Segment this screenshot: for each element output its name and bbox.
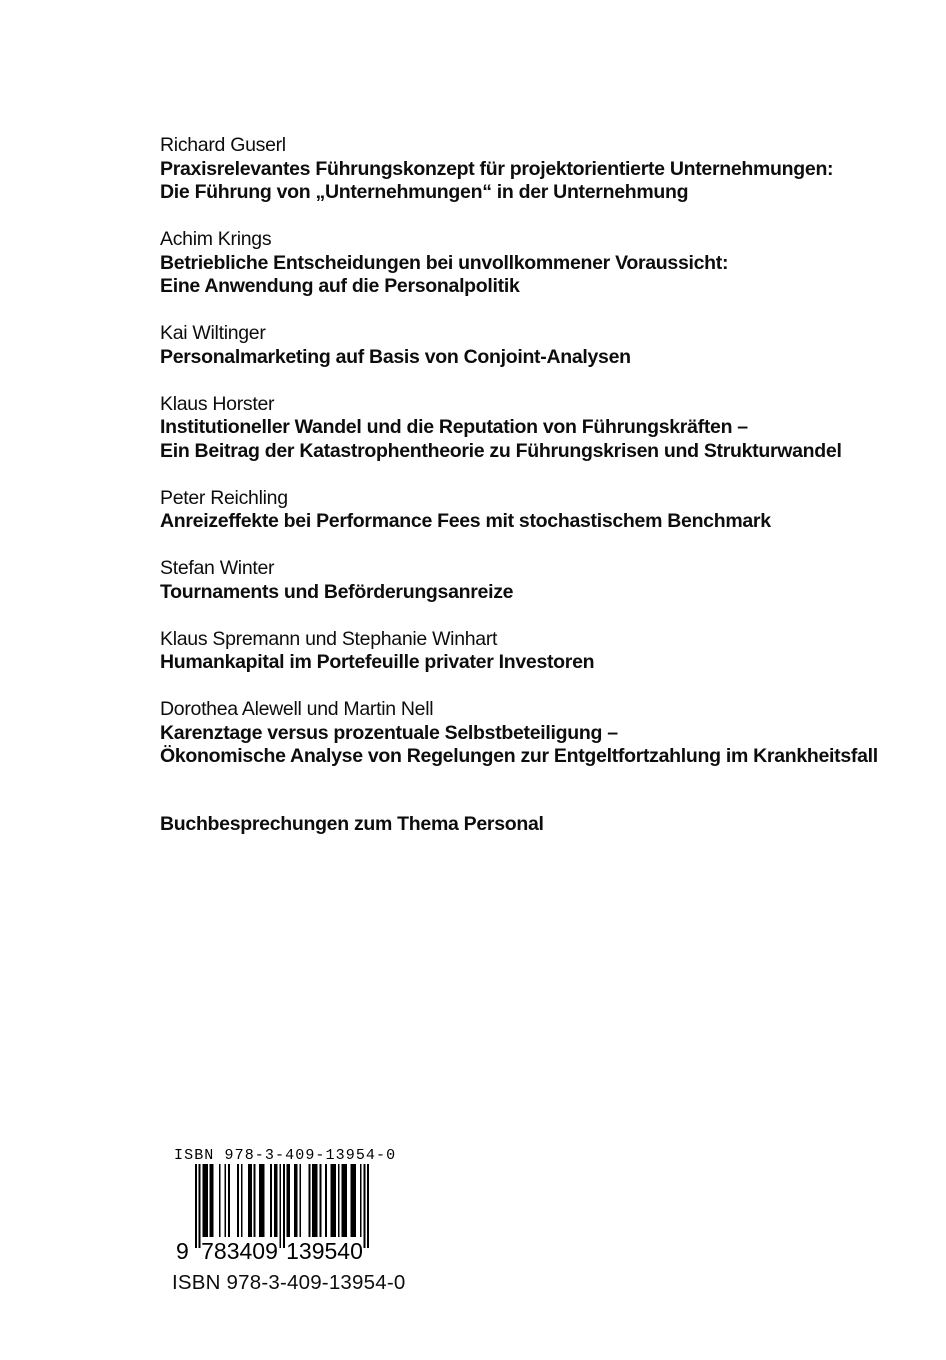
author-name: Stefan Winter <box>160 557 275 579</box>
toc-entry <box>160 134 900 205</box>
toc-entry <box>160 698 900 769</box>
barcode-digits-group1: 783409 <box>201 1238 278 1264</box>
author-name: Klaus Spremann und Stephanie Winhart <box>160 627 498 650</box>
author-name: Achim Krings <box>160 228 272 250</box>
barcode-digit-prefix: 9 <box>176 1238 189 1264</box>
toc-entry <box>160 322 900 369</box>
article-title-line: Institutioneller Wandel und die Reputation von Führungskräften – <box>160 416 748 438</box>
author-name: Peter Reichling <box>160 486 288 509</box>
book-reviews-note: Buchbesprechungen zum Thema Personal <box>160 812 544 835</box>
article-title-line: Die Führung von „Unternehmungen“ in der Unternehmung <box>160 181 689 203</box>
toc-entry <box>160 557 900 604</box>
toc-entry <box>160 628 900 675</box>
isbn-text: ISBN 978-3-409-13954-0 <box>172 1271 406 1294</box>
toc-entry <box>160 487 900 534</box>
barcode-digits-group2: 139540 <box>286 1238 363 1264</box>
contents-list <box>160 134 900 836</box>
article-title-line: Praxisrelevantes Führungskonzept für projektorientierte Unternehmungen: <box>160 157 834 180</box>
toc-entry <box>160 228 900 299</box>
author-name: Richard Guserl <box>160 134 286 156</box>
article-title-line: Ökonomische Analyse von Regelungen zur Entgeltfortzahlung im Krankheitsfall <box>160 745 878 767</box>
article-title-line: Tournaments und Beförderungsanreize <box>160 580 514 603</box>
author-name: Kai Wiltinger <box>160 322 266 344</box>
article-title-line: Personalmarketing auf Basis von Conjoint-Analysen <box>160 345 631 368</box>
ean13-barcode <box>195 1164 369 1248</box>
article-title-line: Karenztage versus prozentuale Selbstbeteiligung – <box>160 721 618 744</box>
article-title-line: Eine Anwendung auf die Personalpolitik <box>160 275 520 297</box>
article-title-line: Humankapital im Portefeuille privater Investoren <box>160 651 595 673</box>
toc-entry <box>160 393 900 464</box>
barcode-isbn-caption: ISBN 978-3-409-13954-0 <box>174 1147 397 1164</box>
article-title-line: Betriebliche Entscheidungen bei unvollkommener Voraussicht: <box>160 251 729 274</box>
author-name: Dorothea Alewell und Martin Nell <box>160 698 434 720</box>
article-title-line: Ein Beitrag der Katastrophentheorie zu Führungskrisen und Strukturwandel <box>160 439 842 462</box>
article-title-line: Anreizeffekte bei Performance Fees mit stochastischem Benchmark <box>160 510 771 532</box>
author-name: Klaus Horster <box>160 392 275 415</box>
isbn-barcode-block <box>160 1147 440 1317</box>
